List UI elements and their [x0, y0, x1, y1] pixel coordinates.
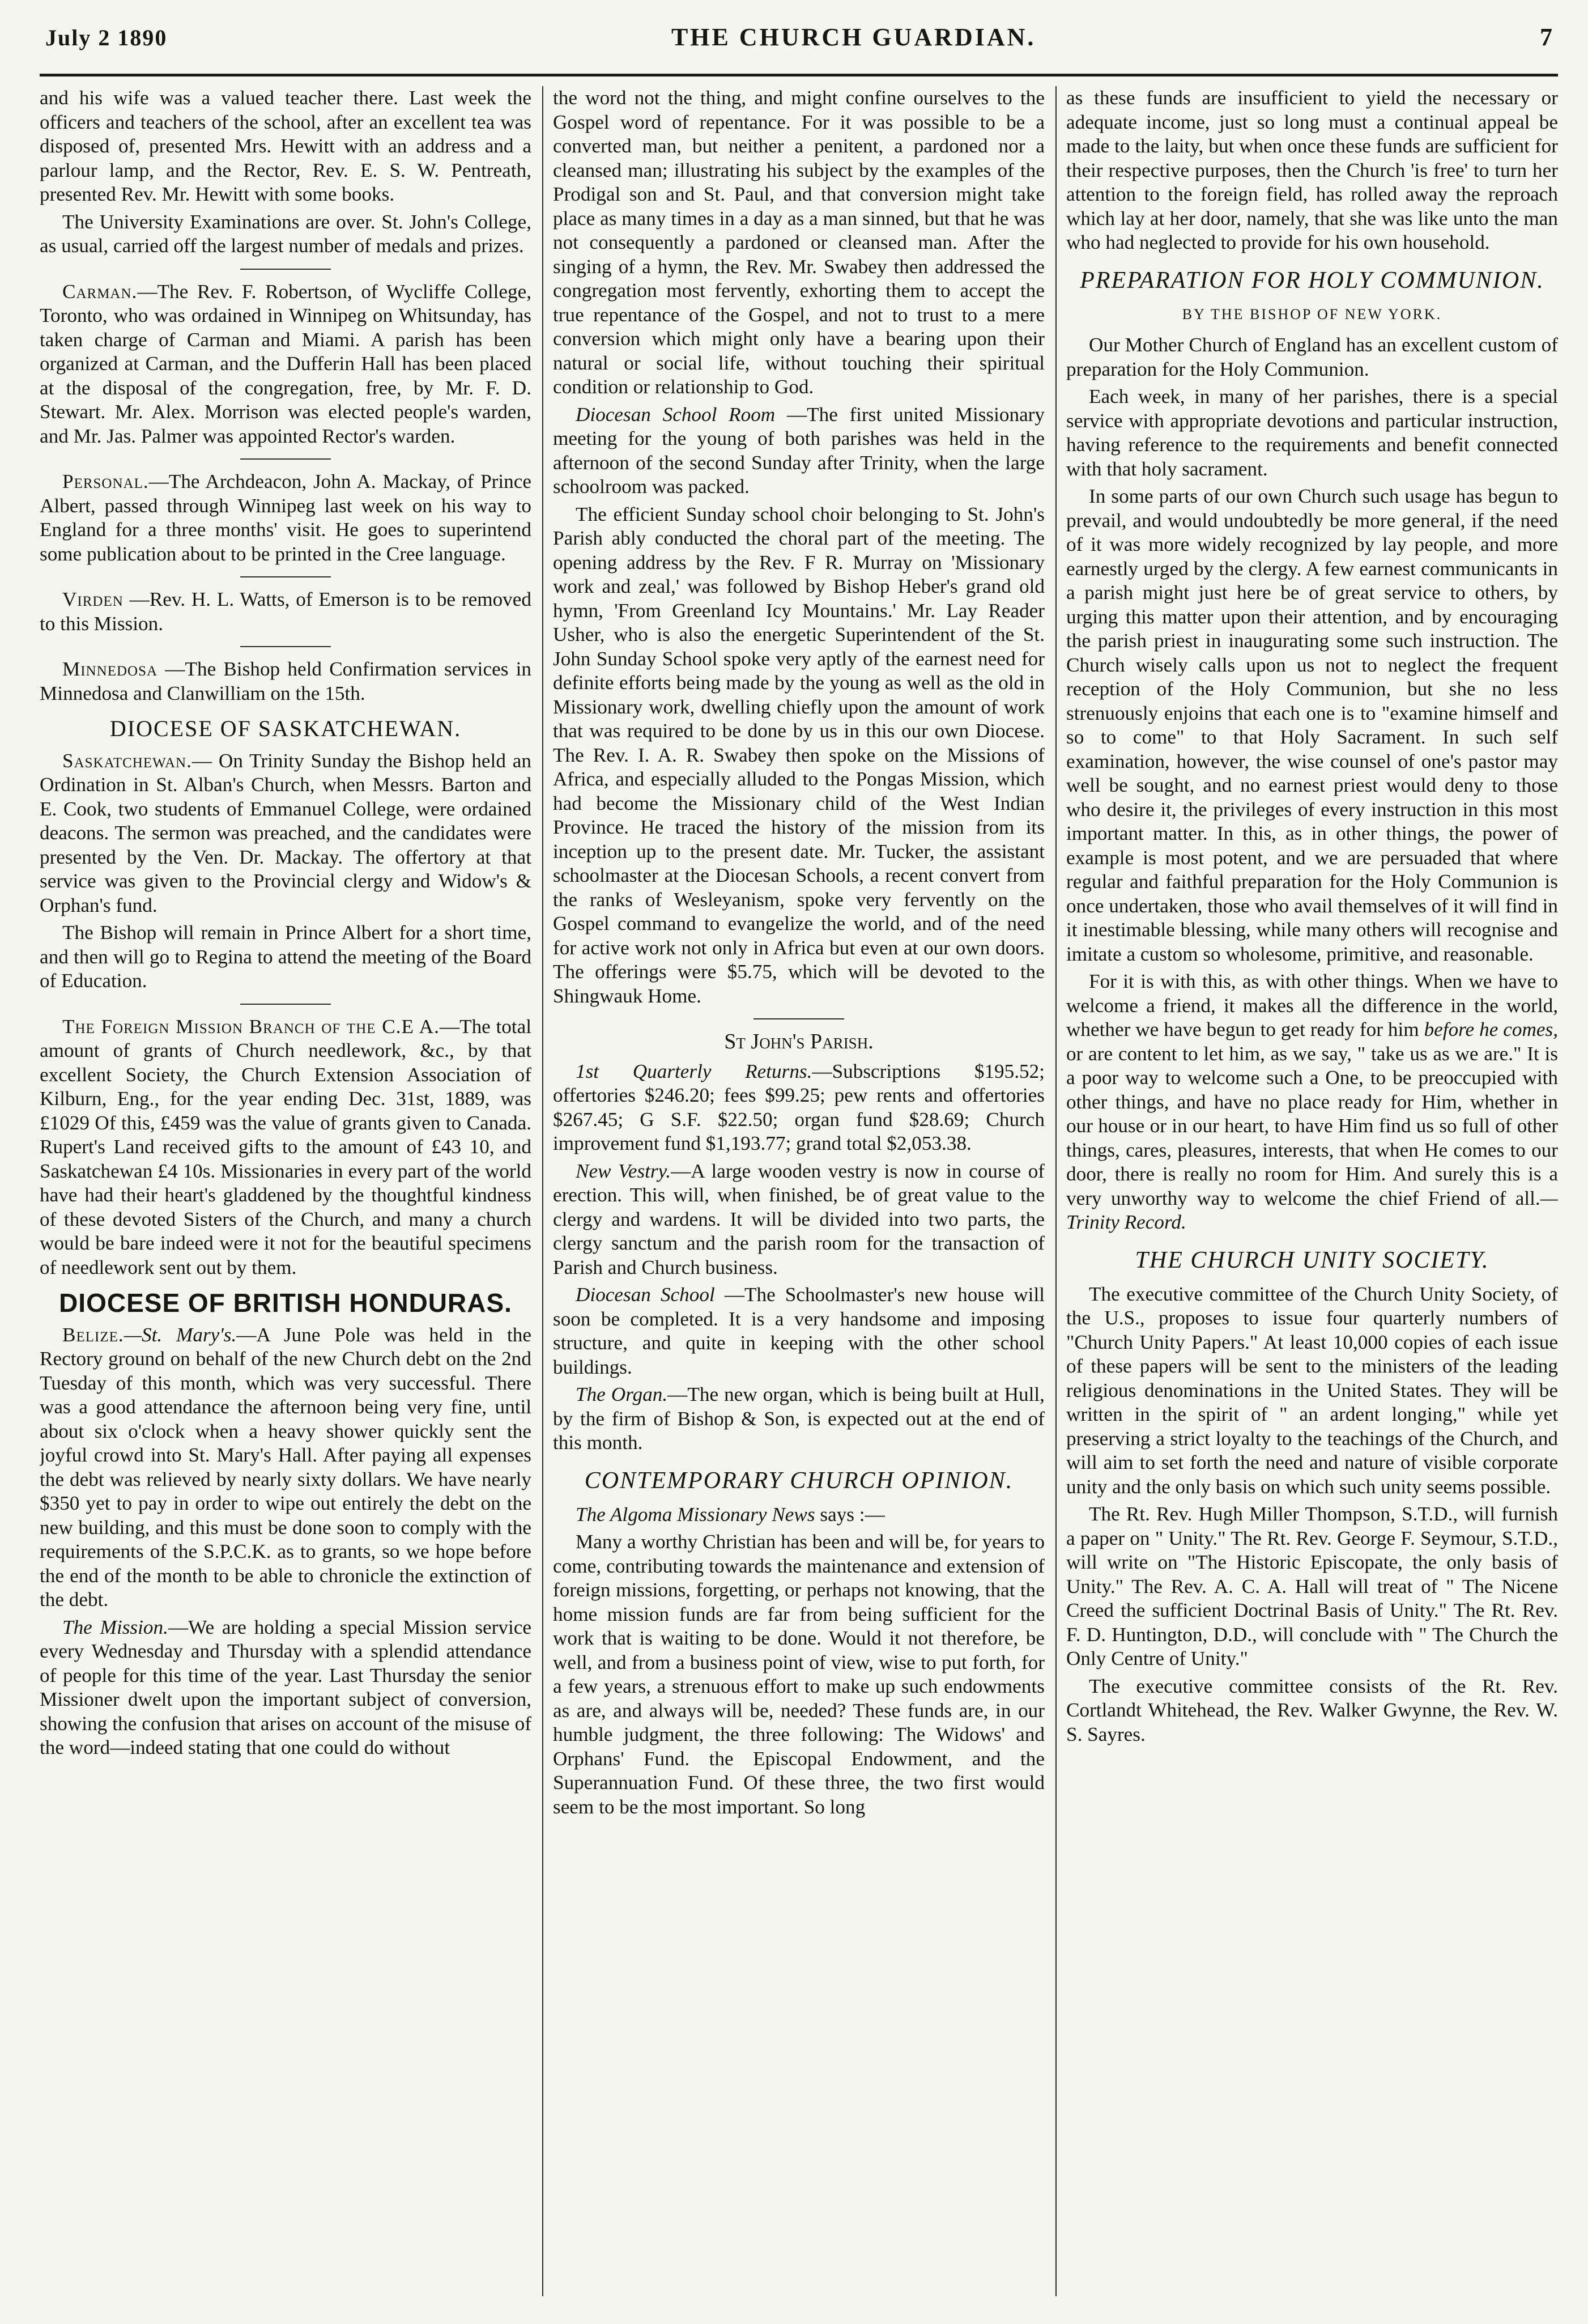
article-paragraph: [1066, 970, 1558, 1235]
item-title: —St. Mary's.: [124, 1323, 237, 1346]
item-title: The Organ.: [576, 1383, 668, 1405]
item-lead: Carman.: [62, 280, 138, 303]
article-paragraph: The Rt. Rev. Hugh Miller Thompson, S.T.D., will furnish a paper on " Unity." The Rt. Rev. George F. Seymour, S.T.D., will write on "The Historic Episcopate, the only basis of Unity." The Rev. A. C. A. Hall will treat of " The Nicene Creed the sufficient Doctrinal Basis of Unity." The Rt. Rev. F. D. Huntington, D.D., will conclude with " The Church the Only Centre of Unity.": [1066, 1503, 1558, 1669]
divider: [240, 1004, 331, 1005]
news-item-carman: [40, 280, 531, 449]
item-lead: Minnedosa: [62, 658, 158, 680]
item-lead: The Foreign Mission Branch of the C.E A.: [62, 1015, 440, 1038]
news-item-virden: [40, 588, 531, 636]
news-item-vestry: [553, 1159, 1045, 1280]
item-text: says :—: [815, 1503, 885, 1526]
item-text: — On Trinity Sunday the Bishop held an Ordination in St. Alban's Church, when Messrs. Barton and E. Cook, two students of Emmanuel College, were ordained deacons. The sermon was preached, and the candidates were presented by the Ven. Dr. Mackay. The offertory at that service was given to the Provincial clergy and Widow's & Orphan's fund.: [40, 749, 531, 916]
divider: [753, 1018, 844, 1019]
news-item-foreign-mission: [40, 1015, 531, 1280]
column-rule: [1055, 86, 1057, 2296]
article-paragraph: The Bishop will remain in Prince Albert for a short time, and then will go to Regina to attend the meeting of the Board of Education.: [40, 921, 531, 992]
columns: [40, 86, 1558, 2296]
article-paragraph: as these funds are insufficient to yield the necessary or adequate income, just so long must a continual appeal be made to the laity, but when once these funds are sufficient for their respective purposes, then the Church 'is free' to turn her attention to the foreign field, has rolled away the reproach which lay at her door, namely, that she was like unto the man who had neglected to provide for his own household.: [1066, 87, 1558, 253]
article-paragraph: Our Mother Church of England has an excellent custom of preparation for the Holy Communion.: [1066, 334, 1558, 380]
item-lead: Belize.: [62, 1323, 124, 1346]
news-item-saskatchewan: [40, 749, 531, 918]
item-text: —A large wooden vestry is now in course of erection. This will, when finished, be of great value to the clergy and wardens. It will be divided into two parts, the clergy sanctum and the parish room for the transaction of Parish and Church business.: [553, 1159, 1045, 1278]
news-item-personal: [40, 470, 531, 566]
item-text: —The Bishop held Confirmation services in Minnedosa and Clanwilliam on the 15th.: [40, 658, 531, 704]
article-paragraph: The executive committee of the Church Unity Society, of the U.S., proposes to issue four quarterly numbers of "Church Unity Papers." At least 10,000 copies of each issue of these papers will be sent to the ministers of the leading religious denominations in the United States. They will be written in the spirit of " an ardent longing," while yet preserving a strict loyalty to the teachings of the Church, and will aim to set forth the need and nature of visible corporate unity and the only basis on which such unity seems possible.: [1066, 1282, 1558, 1498]
column-1: [40, 86, 531, 2296]
item-text: —The first united Missionary meeting for the young of both parishes was held in the afternoon of the second Sunday after Trinity, when the large schoolroom was packed.: [553, 403, 1045, 498]
section-heading: DIOCESE OF SASKATCHEWAN.: [109, 716, 462, 741]
item-text: or are content to let him, as we say, " take us as we are." It is a poor way to welcome such a One, to be preoccupied with other things, and have no place ready for Him, whether in our house or in our heart, to have Him find us so full of other things, cares, pleasures, interests, that when He comes to our door, there is really no room for Him. And surely this is a very unworthy way to welcome the chief Friend of all.: [1066, 1042, 1558, 1209]
divider: [240, 646, 331, 647]
article-paragraph: The University Examinations are over. St. John's College, as usual, carried off the largest number of medals and prizes.: [40, 210, 531, 257]
news-item-diocesan-school-room: [553, 403, 1045, 499]
article-paragraph: The executive committee consists of the Rt. Rev. Cortlandt Whitehead, the Rev. Walker Gwynne, the Rev. W. S. Sayres.: [1066, 1675, 1558, 1745]
divider: [240, 458, 331, 460]
masthead: [40, 23, 1558, 77]
section-heading: CONTEMPORARY CHURCH OPINION.: [584, 1467, 1014, 1494]
article-paragraph: In some parts of our own Church such usage has begun to prevail, and would undoubtedly be more general, if the need of it was more widely recognized by lay people, and more earnestly urged by the clergy. A few earnest communicants in a parish might just here be of great service to others, by urging this matter upon their attention, and by encouraging the parish priest in inaugurating some such instruction. The Church wisely calls upon us not to neglect the frequent reception of the Holy Communion, but she no less strenuously enjoins that each one is to "examine himself and so to come" to that Holy Sacrament. In such self examination, however, the wise counsel of one's pastor may well be sought, and no earnest priest would deny to those who desire it, the privileges of every instruction in this most important matter. In this, as in other things, the power of example is most potent, and we are persuaded that where regular and faithful preparation for the Holy Communion is once undertaken, those who avail themselves of it will find in it inestimable blessing, while many others will recognise and imitate a custom so wholesome, primitive, and reasonable.: [1066, 485, 1558, 965]
article-paragraph: and his wife was a valued teacher there. Last week the officers and teachers of the school, after an excellent tea was disposed of, presented Mrs. Hewitt with an address and a parlour lamp, and the Rector, Rev. E. S. W. Pentreath, presented Rev. Mr. Hewitt with some books.: [40, 87, 531, 205]
item-emphasis: before he comes,: [1424, 1018, 1558, 1040]
divider: [240, 576, 331, 577]
newspaper-title: THE CHURCH GUARDIAN.: [671, 23, 1036, 51]
newspaper-page: [40, 23, 1558, 2301]
column-2: [553, 86, 1045, 2296]
item-title: New Vestry.: [576, 1159, 671, 1182]
item-text: —Rev. H. L. Watts, of Emerson is to be removed to this Mission.: [40, 588, 531, 635]
news-item-quarterly: [553, 1060, 1045, 1156]
item-title: The Algoma Missionary News: [576, 1503, 815, 1526]
item-text: —The new organ, which is being built at Hull, by the firm of Bishop & Son, is expected out at the end of this month.: [553, 1383, 1045, 1454]
news-item-algoma: [553, 1503, 1045, 1527]
item-title: 1st Quarterly Returns.: [576, 1060, 812, 1082]
column-3: [1066, 86, 1558, 2296]
item-title: The Mission.: [62, 1616, 168, 1638]
item-lead: Virden: [62, 588, 124, 610]
item-title: Diocesan School Room: [576, 403, 776, 426]
item-text: —The Archdeacon, John A. Mackay, of Prince Albert, passed through Winnipeg last week on his way to England for a three months' visit. He goes to superintend some publication about to be printed in the Cree language.: [40, 470, 531, 565]
item-lead: Saskatchewan.: [62, 749, 192, 772]
item-text: —The Schoolmaster's new house will soon be completed. It is a very handsome and imposing structure, and quite in keeping with the other school buildings.: [553, 1284, 1045, 1378]
item-text: —Subscriptions $195.52; offertories $246.20; fees $99.25; pew rents and offertories $267.45; G S.F. $22.50; organ fund $28.69; Church improvement fund $1,193.77; grand total $2,053.38.: [553, 1060, 1045, 1154]
column-rule: [542, 86, 543, 2296]
section-heading: THE CHURCH UNITY SOCIETY.: [1135, 1247, 1489, 1273]
article-paragraph: the word not the thing, and might confine ourselves to the Gospel word of repentance. For it was possible to be a converted man, but neither a penitent, a pardoned nor a cleansed man; illustrating his subject by the examples of the Prodigal son and St. Paul, and that conversion might take place as many times in a day as a man sinned, but that he was not consequently a pardoned or cleansed man. After the singing of a hymn, the Rev. Mr. Swabey then addressed the congregation most fervently, exhorting them to accept the true repentance of the Gospel, and not to trust to a mere conversion which might only have a bearing upon their natural or social life, without touching their spiritual condition or relationship to God.: [553, 87, 1045, 398]
item-lead: Personal.: [62, 470, 149, 492]
item-text: —We are holding a special Mission service every Wednesday and Thursday with a splendid attendance of people for this time of the year. Last Thursday the senior Missioner dwelt upon the important subject of conversion, showing the confusion that arises on account of the misuse of the word—indeed stating that one could do without: [40, 1616, 531, 1758]
divider: [240, 269, 331, 270]
news-item-school: [553, 1283, 1045, 1379]
item-text: —A June Pole was held in the Rectory ground on behalf of the new Church debt on the 2nd Tuesday of this month, which was very successful. There was a good attendance the afternoon being very fine, until about six o'clock when a heavy shower quickly sent the joyful crowd into St. Mary's Hall. After paying all expenses the debt was relieved by nearly sixty dollars. We have nearly $350 yet to pay in order to wipe out entirely the debt on the new building, and this must be done soon to comply with the requirements of the S.P.C.K. as to grants, so we hope before the end of the month to be able to chronicle the extinction of the debt.: [40, 1323, 531, 1611]
article-paragraph: Each week, in many of her parishes, there is a special service with appropriate devotions and particular instruction, having reference to the requirements and benefit connected with that holy sacrament.: [1066, 385, 1558, 480]
item-text: —The Rev. F. Robertson, of Wycliffe College, Toronto, who was ordained in Winnipeg on Whitsunday, has taken charge of Carman and Miami. A parish has been organized at Carman, and the Dufferin Hall has been placed at the disposal of the congregation, free, by Mr. F. D. Stewart. Mr. Alex. Morrison was elected people's warden, and Mr. Jas. Palmer was appointed Rector's warden.: [40, 280, 531, 447]
news-item-minnedosa: [40, 657, 531, 706]
source-credit: —Trinity Record.: [1066, 1187, 1558, 1233]
item-title: Diocesan School: [576, 1284, 715, 1306]
byline: BY THE BISHOP OF NEW YORK.: [1182, 305, 1442, 322]
news-item-belize: [40, 1323, 531, 1612]
section-heading: St John's Parish.: [724, 1030, 874, 1053]
article-paragraph: The efficient Sunday school choir belonging to St. John's Parish ably conducted the choral part of the meeting. The opening address by the Rev. F R. Murray on 'Missionary work and zeal,' was followed by Bishop Heber's grand old hymn, 'From Greenland Icy Mountains.' Mr. Lay Reader Usher, who is also the energetic Superintendent of the St. John Sunday School spoke very aptly of the earnest need for definite efforts being made by the young as well as the old in Missionary work, dwelling chiefly upon the amount of work that was required to be done by us in this our own Diocese. The Rev. I. A. R. Swabey then spoke on the Missions of Africa, and especially alluded to the Pongas Mission, which had become the Missionary child of the West Indian Province. He traced the history of the mission from its inception up to the present date. Mr. Tucker, the assistant schoolmaster at the Diocesan Schools, a recent convert from the ranks of Wesleyanism, spoke very fervently on the Gospel command to evangelize the world, and of the need for active work not only in Africa but even at our own doors. The offerings were $5.75, which will be devoted to the Shingwauk Home.: [553, 503, 1045, 1007]
item-text: For it is with this, as with other things. When we have to welcome a friend, it makes all the difference in the world, whether we have begun to get ready for him: [1066, 970, 1558, 1040]
issue-date: July 2 1890: [45, 25, 168, 50]
section-heading: PREPARATION FOR HOLY COMMUNION.: [1080, 267, 1544, 294]
news-item-organ: [553, 1383, 1045, 1455]
item-text: —The total amount of grants of Church needlework, &c., by that excellent Society, the Church Extension Association of Kilburn, Eng., for the year ending Dec. 31st, 1889, was £1029 Of this, £459 was the value of grants given to Canada. Rupert's Land received gifts to the amount of £43 10, and Saskatchewan £4 10s. Missionaries in every part of the world have had their heart's gladdened by the thoughtful kindness of these devoted Sisters of the Church, and many a church would be bare indeed were it not for the beautiful specimens of needlework sent out by them.: [40, 1015, 531, 1278]
article-paragraph: Many a worthy Christian has been and will be, for years to come, contributing towards the maintenance and extension of foreign missions, forgetting, or perhaps not knowing, that the home mission funds are far from being sufficient for the work that is waiting to be done. Would it not therefore, be well, and from a business point of view, wise to put forth, for a few years, a strenuous effort to make up such endowments as are, and always will be, needed? These funds are, in our humble judgment, the three following: The Widows' and Orphans' Fund. the Episcopal Endowment, and the Superannuation Fund. Of these three, the two first would seem to be the most important. So long: [553, 1531, 1045, 1818]
page-number: 7: [1540, 23, 1552, 51]
news-item-mission: [40, 1616, 531, 1760]
section-heading: DIOCESE OF BRITISH HONDURAS.: [59, 1288, 512, 1318]
